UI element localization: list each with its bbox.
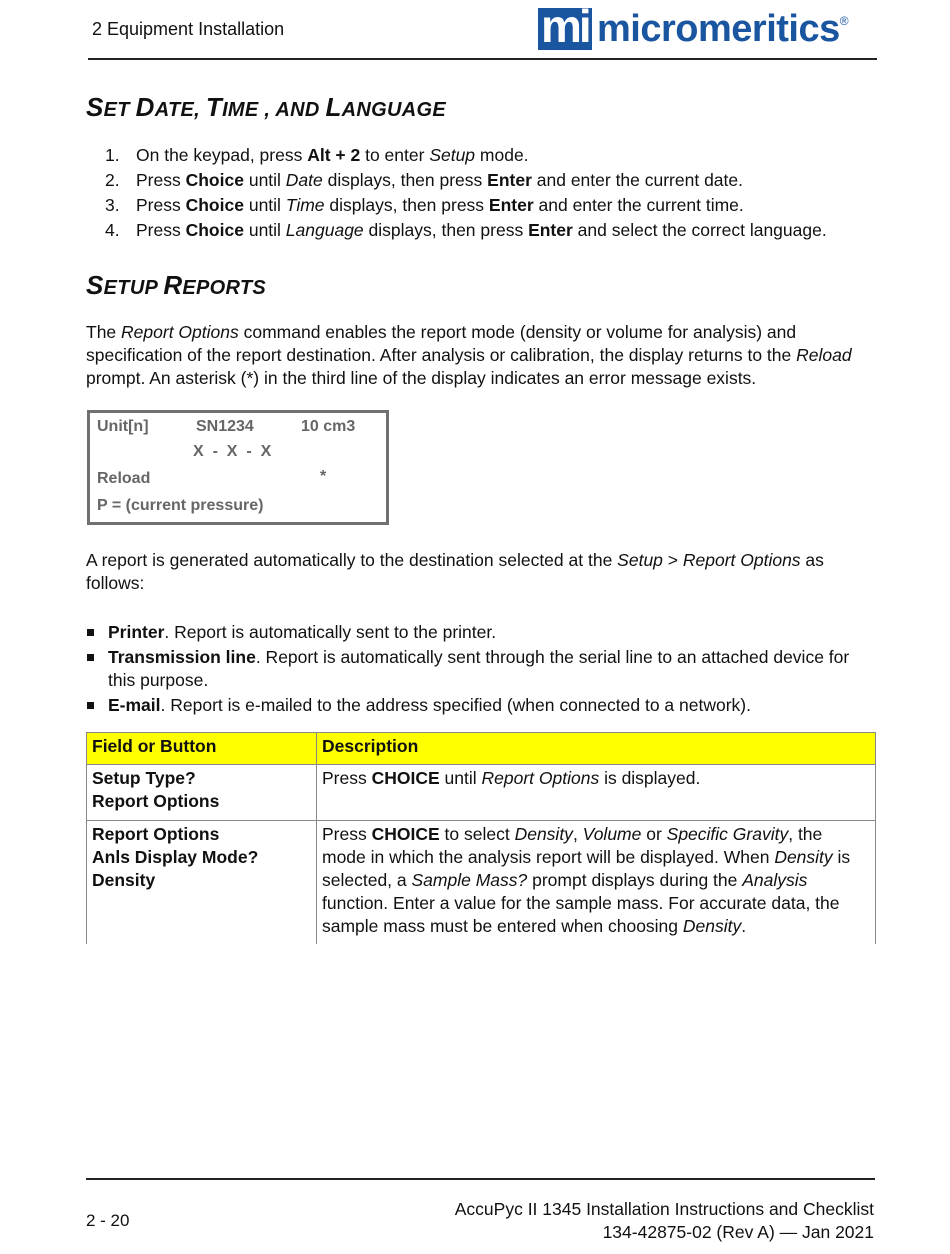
field-line: Density	[92, 870, 156, 890]
bold-text: Enter	[488, 195, 534, 215]
text-run: Press	[322, 768, 372, 788]
description-cell	[317, 765, 876, 821]
text-run: Press	[136, 170, 186, 190]
italic-text: Report Options	[121, 322, 239, 342]
italic-text: Date	[285, 170, 323, 190]
list-item	[105, 144, 827, 169]
bold-text: Enter	[487, 170, 532, 190]
italic-text: Language	[285, 220, 364, 240]
text-run: until	[243, 220, 286, 240]
display-error-asterisk: *	[320, 468, 327, 485]
text-run: and select the correct language.	[572, 220, 827, 240]
description-cell	[317, 821, 876, 945]
text-run: and enter the current date.	[531, 170, 744, 190]
text-run: prompt displays during the	[527, 870, 743, 890]
report-options-intro	[86, 321, 876, 390]
italic-text: Density	[774, 847, 833, 867]
bullet-text	[108, 621, 496, 644]
bold-text: CHOICE	[371, 824, 440, 844]
italic-text: Time	[285, 195, 325, 215]
header-divider	[88, 58, 877, 60]
field-line: Report Options	[92, 791, 220, 811]
text-run: ,	[572, 824, 583, 844]
italic-text: Sample Mass?	[411, 870, 528, 890]
italic-text: Specific Gravity	[666, 824, 789, 844]
table-header-description: Description	[317, 733, 876, 765]
text-run: to select	[439, 824, 515, 844]
list-item	[86, 646, 876, 692]
logo-wordmark: micromeritics	[597, 8, 840, 50]
display-unit: Unit[n]	[97, 418, 149, 435]
text-run: until	[243, 170, 286, 190]
field-line: Report Options	[92, 824, 220, 844]
bold-text: Choice	[185, 170, 244, 190]
document-info	[455, 1198, 874, 1244]
text-run: Press	[136, 220, 186, 240]
text-run: until	[439, 768, 482, 788]
list-item	[105, 219, 827, 244]
bullet-text	[108, 646, 876, 692]
italic-text: Reload	[796, 345, 852, 365]
display-reload: Reload	[97, 470, 151, 487]
italic-text: Setup	[429, 145, 476, 165]
text-run: , the mode in which the analysis report will be displayed. When	[322, 824, 823, 867]
bullet-square-icon	[86, 621, 108, 644]
text-run: to enter	[360, 145, 430, 165]
list-item	[86, 621, 876, 644]
report-destination-text	[86, 549, 876, 595]
bold-text: CHOICE	[371, 768, 440, 788]
text-run: command enables the report mode (density or volume for analysis) and specification of the report destination. After analysis or calibration, the display returns to the	[86, 322, 797, 365]
text-run: On the keypad, press	[136, 145, 308, 165]
text-run: Press	[136, 195, 186, 215]
text-run: displays, then press	[363, 220, 529, 240]
text-run: until	[243, 195, 286, 215]
step-number: 2.	[105, 170, 120, 190]
chapter-title: 2 Equipment Installation	[92, 19, 285, 39]
text-run: and enter the current time.	[533, 195, 744, 215]
italic-text: Setup	[617, 550, 663, 570]
bullet-square-icon	[86, 694, 108, 717]
field-line: Anls Display Mode?	[92, 847, 259, 867]
micromeritics-logo	[538, 0, 849, 52]
table-header-field: Field or Button	[87, 733, 317, 765]
text-run: Press	[322, 824, 372, 844]
text-run: as follows:	[86, 550, 824, 593]
document-number: 134-42875-02 (Rev A) — Jan 2021	[602, 1222, 874, 1242]
bold-text: Choice	[185, 195, 244, 215]
italic-text: Report Options	[682, 550, 801, 570]
bold-text: Transmission line	[108, 647, 256, 667]
italic-text: Density	[514, 824, 573, 844]
list-item	[105, 194, 827, 219]
text-run: .	[741, 916, 747, 936]
display-volume: 10 cm3	[301, 418, 356, 435]
registered-mark: ®	[839, 14, 849, 28]
logo-mark-letters: mi	[541, 0, 589, 52]
step-text	[136, 169, 743, 194]
field-cell	[87, 765, 317, 821]
step-number: 1.	[105, 145, 120, 165]
field-cell	[87, 821, 317, 945]
bold-text: Choice	[185, 220, 244, 240]
italic-text: Volume	[582, 824, 642, 844]
text-run: prompt. An asterisk (*) in the third line of the display indicates an error message exists.	[86, 368, 757, 388]
step-text	[136, 219, 827, 244]
section-title-date-time-language: SET DATE, TIME , AND LANGUAGE	[86, 92, 446, 122]
text-run: or	[641, 824, 667, 844]
italic-text: Density	[682, 916, 742, 936]
text-run: . Report is automatically sent through the serial line to an attached device for this purpose.	[108, 647, 850, 690]
section-title-setup-reports: SETUP REPORTS	[86, 270, 267, 300]
logo-mark-icon	[538, 0, 592, 52]
text-run: . Report is automatically sent to the printer.	[164, 622, 497, 642]
italic-text: Analysis	[742, 870, 808, 890]
page-number: 2 - 20	[86, 1211, 130, 1230]
text-run: is selected, a	[322, 847, 851, 890]
text-run: A report is generated automatically to the destination selected at the	[86, 550, 618, 570]
bold-text: Enter	[528, 220, 573, 240]
bullet-text	[108, 694, 751, 717]
footer-divider	[86, 1178, 875, 1180]
field-line: Setup Type?	[92, 768, 196, 788]
bold-text: Printer	[108, 622, 165, 642]
display-serial: SN1234	[196, 418, 254, 435]
bold-text: Alt + 2	[307, 145, 361, 165]
step-text	[136, 194, 744, 219]
text-run: displays, then press	[322, 170, 488, 190]
text-run: The	[86, 322, 122, 342]
field-button-table	[86, 732, 876, 944]
display-pressure: P = (current pressure)	[97, 497, 264, 514]
step-number: 3.	[105, 195, 120, 215]
document-title: AccuPyc II 1345 Installation Instructions and Checklist	[454, 1199, 874, 1219]
step-text	[136, 144, 529, 169]
report-destination-list	[86, 621, 876, 719]
bullet-square-icon	[86, 646, 108, 692]
text-run: is displayed.	[599, 768, 701, 788]
list-item	[105, 169, 827, 194]
text-run: . Report is e-mailed to the address specified (when connected to a network).	[160, 695, 751, 715]
italic-text: Report Options	[481, 768, 600, 788]
table-row	[87, 821, 876, 945]
list-item	[86, 694, 876, 717]
text-run: mode.	[475, 145, 529, 165]
step-number: 4.	[105, 220, 120, 240]
text-run: displays, then press	[324, 195, 489, 215]
text-run: function. Enter a value for the sample mass. For accurate data, the sample mass must be entered when choosing	[322, 893, 840, 936]
bold-text: E-mail	[108, 695, 161, 715]
display-pattern: X - X - X	[193, 443, 272, 460]
text-run: >	[662, 550, 683, 570]
setup-steps-list	[105, 144, 827, 244]
instrument-display	[87, 410, 389, 525]
table-row	[87, 765, 876, 821]
